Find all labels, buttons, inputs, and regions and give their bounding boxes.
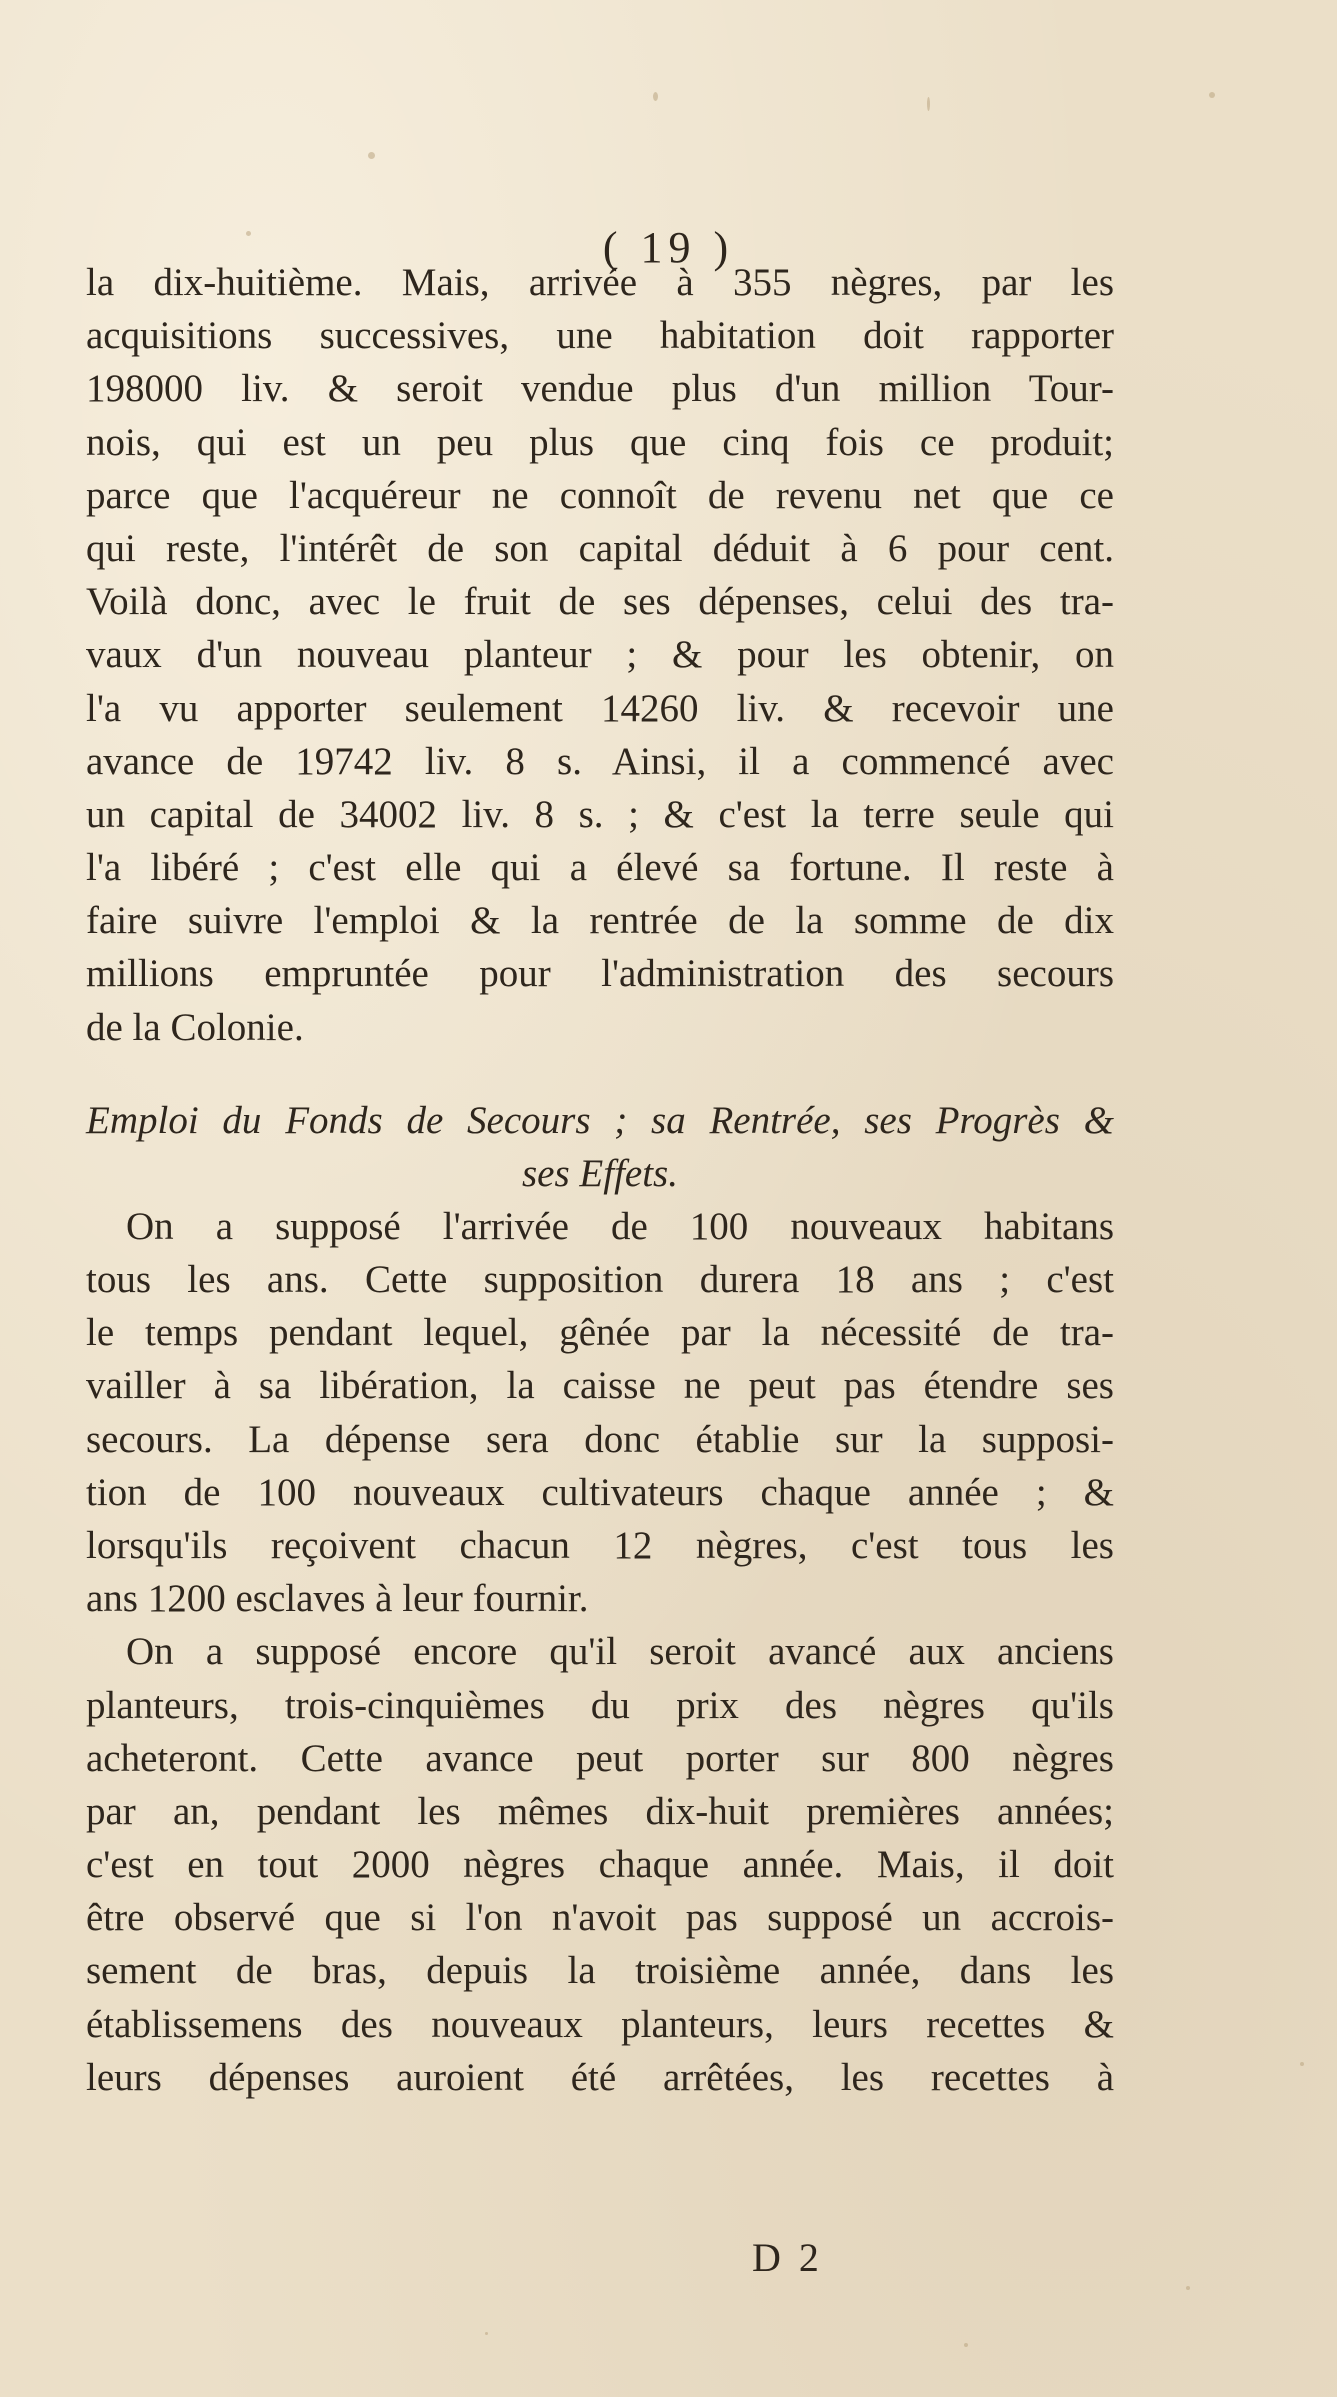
text-line: avance de 19742 liv. 8 s. Ainsi, il a commencé avec bbox=[86, 739, 1114, 783]
text-line: tion de 100 nouveaux cultivateurs chaque année ; & bbox=[86, 1470, 1114, 1514]
text-line: tous les ans. Cette supposition durera 18 ans ; c'est bbox=[86, 1258, 1114, 1301]
text-line: le temps pendant lequel, gênée par la nécessité de tra- bbox=[86, 1311, 1114, 1355]
paper-speck bbox=[1300, 2062, 1304, 2066]
paragraph-3 bbox=[86, 1625, 1114, 2104]
text-line: 198000 liv. & seroit vendue plus d'un million Tour- bbox=[86, 367, 1114, 411]
paper-speck bbox=[485, 2332, 488, 2335]
paper-speck bbox=[1209, 92, 1215, 98]
text-line: parce que l'acquéreur ne connoît de revenu net que ce bbox=[86, 473, 1114, 517]
text-line: vaux d'un nouveau planteur ; & pour les obtenir, on bbox=[86, 633, 1114, 677]
text-line: acquisitions successives, une habitation doit rapporter bbox=[86, 314, 1114, 358]
paper-speck bbox=[368, 152, 375, 159]
text-line: un capital de 34002 liv. 8 s. ; & c'est la terre seule qui bbox=[86, 792, 1114, 836]
section-gap bbox=[86, 1054, 1114, 1094]
text-line: planteurs, trois-cinquièmes du prix des nègres qu'ils bbox=[86, 1683, 1114, 1727]
text-line: vailler à sa libération, la caisse ne peut pas étendre ses bbox=[86, 1364, 1114, 1408]
text-line: l'a vu apporter seulement 14260 liv. & recevoir une bbox=[86, 686, 1114, 730]
section-heading bbox=[86, 1094, 1114, 1200]
heading-line: ses Effets. bbox=[522, 1151, 678, 1195]
text-line: acheteront. Cette avance peut porter sur 800 nègres bbox=[86, 1736, 1114, 1780]
paper-speck bbox=[964, 2343, 968, 2347]
text-line: qui reste, l'intérêt de son capital déduit à 6 pour cent. bbox=[86, 526, 1114, 570]
paper-speck bbox=[1186, 2286, 1190, 2290]
text-line: faire suivre l'emploi & la rentrée de la somme de dix bbox=[86, 899, 1114, 943]
page-text bbox=[86, 256, 1114, 2104]
text-line: la dix-huitième. Mais, arrivée à 355 nègres, par les bbox=[86, 261, 1114, 304]
paragraph-2 bbox=[86, 1200, 1114, 1626]
text-line: secours. La dépense sera donc établie sur la supposi- bbox=[86, 1417, 1114, 1461]
text-line: leurs dépenses auroient été arrêtées, les recettes à bbox=[86, 2055, 1114, 2099]
text-line: On a supposé l'arrivée de 100 nouveaux habitans bbox=[126, 1204, 1114, 1248]
text-line: nois, qui est un peu plus que cinq fois ce produit; bbox=[86, 420, 1114, 464]
text-line: millions empruntée pour l'administration des secours bbox=[86, 952, 1114, 996]
text-line: sement de bras, depuis la troisième année, dans les bbox=[86, 1949, 1114, 1993]
text-line: être observé que si l'on n'avoit pas supposé un accrois- bbox=[86, 1896, 1114, 1940]
signature-mark: D 2 bbox=[752, 2235, 823, 2280]
paper-speck bbox=[927, 97, 930, 111]
text-line: On a supposé encore qu'il seroit avancé aux anciens bbox=[126, 1630, 1114, 1674]
text-line: par an, pendant les mêmes dix-huit premières années; bbox=[86, 1789, 1114, 1833]
text-line: de la Colonie. bbox=[86, 1005, 304, 1049]
text-line: ans 1200 esclaves à leur fournir. bbox=[86, 1577, 589, 1621]
text-line: lorsqu'ils reçoivent chacun 12 nègres, c'est tous les bbox=[86, 1523, 1114, 1567]
text-line: c'est en tout 2000 nègres chaque année. Mais, il doit bbox=[86, 1843, 1114, 1887]
text-line: Voilà donc, avec le fruit de ses dépenses, celui des tra- bbox=[86, 580, 1114, 624]
text-line: l'a libéré ; c'est elle qui a élevé sa fortune. Il reste à bbox=[86, 846, 1114, 890]
page-number: ( 19 ) bbox=[602, 223, 735, 272]
text-line: établissemens des nouveaux planteurs, leurs recettes & bbox=[86, 2002, 1114, 2046]
heading-line: Emploi du Fonds de Secours ; sa Rentrée, ses Progrès & bbox=[86, 1098, 1114, 1142]
paragraph-1 bbox=[86, 256, 1114, 1054]
paper-speck bbox=[653, 92, 658, 101]
